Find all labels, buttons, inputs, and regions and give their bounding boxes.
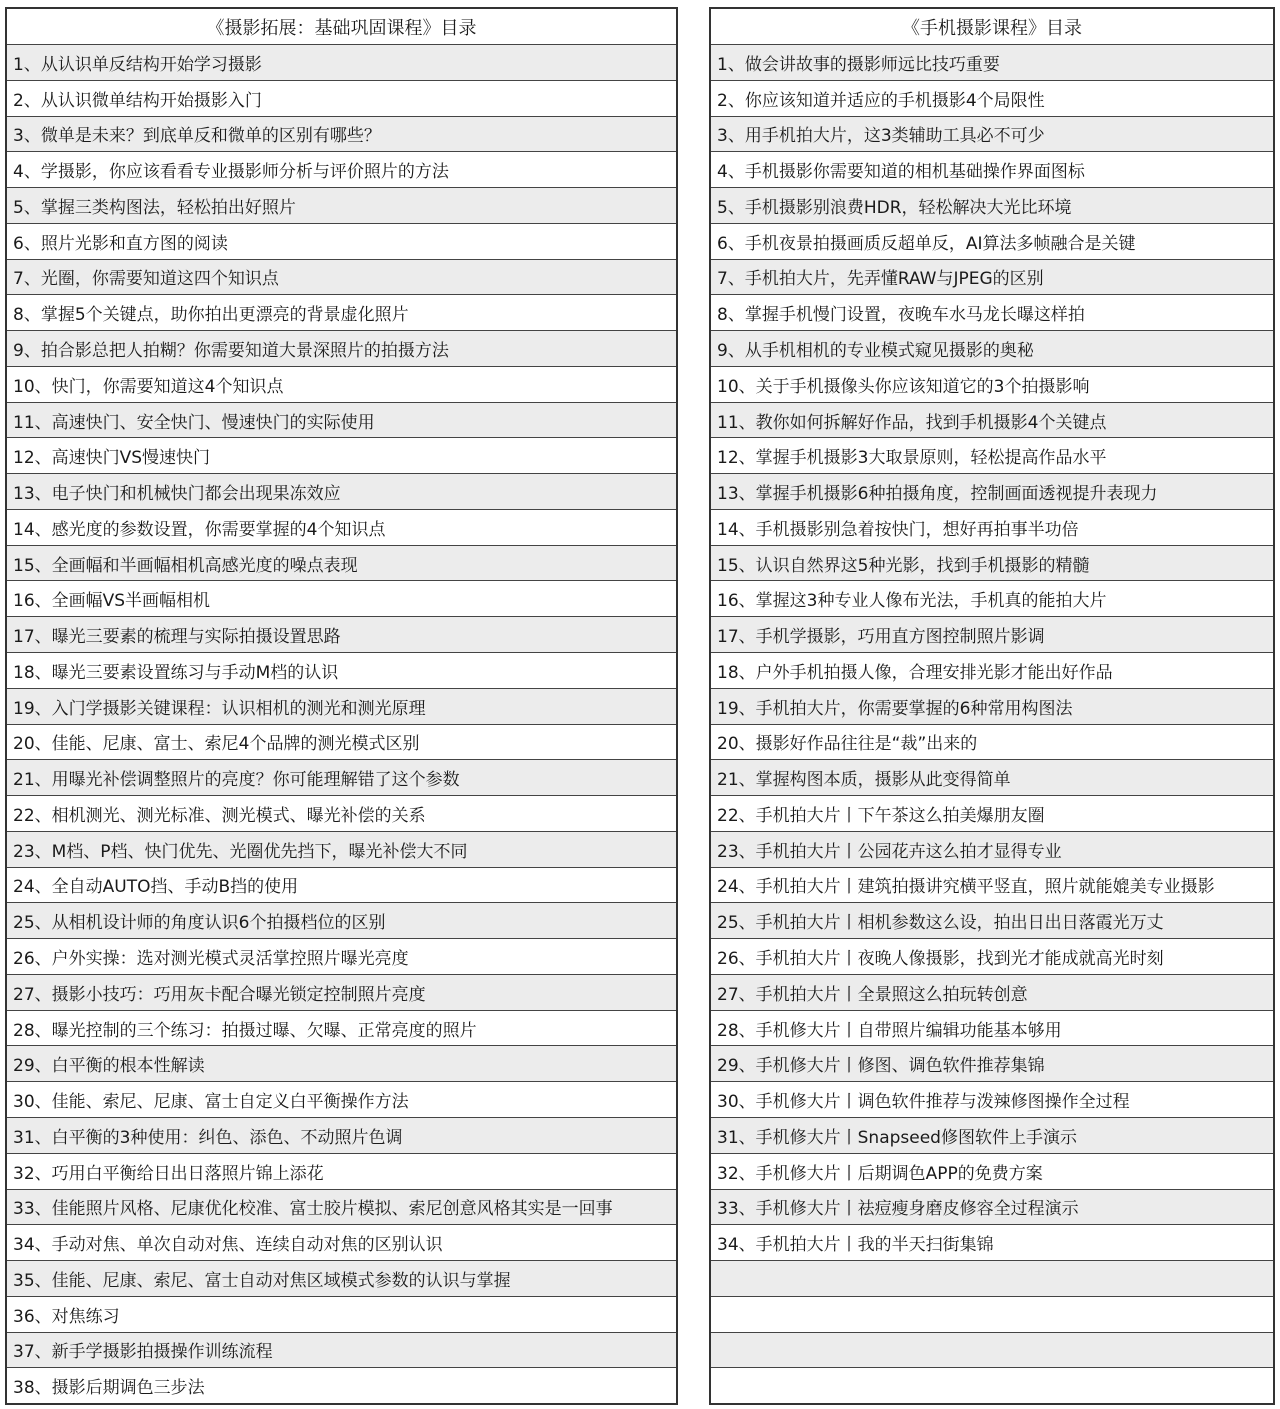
table-row: 33、佳能照片风格、尼康优化校准、富士胶片模拟、索尼创意风格其实是一回事 (7, 1190, 676, 1226)
table-row: 2、你应该知道并适应的手机摄影4个局限性 (711, 81, 1273, 117)
table-row: 9、从手机相机的专业模式窥见摄影的奥秘 (711, 331, 1273, 367)
table-row: 29、白平衡的根本性解读 (7, 1046, 676, 1082)
table-row: 27、摄影小技巧：巧用灰卡配合曝光锁定控制照片亮度 (7, 975, 676, 1011)
right-table-rows (711, 45, 1273, 1403)
table-row: 6、照片光影和直方图的阅读 (7, 224, 676, 260)
table-row: 6、手机夜景拍摄画质反超单反，AI算法多帧融合是关键 (711, 224, 1273, 260)
table-row: 2、从认识微单结构开始摄影入门 (7, 81, 676, 117)
table-row: 20、佳能、尼康、富士、索尼4个品牌的测光模式区别 (7, 725, 676, 761)
table-row: 31、手机修大片丨Snapseed修图软件上手演示 (711, 1118, 1273, 1154)
table-row: 15、认识自然界这5种光影，找到手机摄影的精髓 (711, 546, 1273, 582)
table-row: 19、入门学摄影关键课程：认识相机的测光和测光原理 (7, 689, 676, 725)
right-table-title: 《手机摄影课程》目录 (711, 9, 1273, 45)
table-row: 12、掌握手机摄影3大取景原则，轻松提高作品水平 (711, 438, 1273, 474)
table-row: 18、户外手机拍摄人像，合理安排光影才能出好作品 (711, 653, 1273, 689)
table-row: 27、手机拍大片丨全景照这么拍玩转创意 (711, 975, 1273, 1011)
table-row: 26、手机拍大片丨夜晚人像摄影，找到光才能成就高光时刻 (711, 939, 1273, 975)
table-row: 8、掌握手机慢门设置，夜晚车水马龙长曝这样拍 (711, 295, 1273, 331)
table-row: 31、白平衡的3种使用：纠色、添色、不动照片色调 (7, 1118, 676, 1154)
table-row: 20、摄影好作品往往是“裁”出来的 (711, 725, 1273, 761)
table-row: 23、手机拍大片丨公园花卉这么拍才显得专业 (711, 832, 1273, 868)
right-course-table (709, 7, 1275, 1405)
table-row: 16、掌握这3种专业人像布光法，手机真的能拍大片 (711, 581, 1273, 617)
table-row: 17、手机学摄影，巧用直方图控制照片影调 (711, 617, 1273, 653)
table-row: 3、微单是未来？到底单反和微单的区别有哪些？ (7, 117, 676, 153)
left-table-rows (7, 45, 676, 1403)
table-row: 22、相机测光、测光标准、测光模式、曝光补偿的关系 (7, 796, 676, 832)
left-course-table (5, 7, 678, 1405)
table-row: 35、佳能、尼康、索尼、富士自动对焦区域模式参数的认识与掌握 (7, 1261, 676, 1297)
table-row: 4、学摄影，你应该看看专业摄影师分析与评价照片的方法 (7, 152, 676, 188)
table-row: 21、掌握构图本质，摄影从此变得简单 (711, 760, 1273, 796)
table-row: 24、全自动AUTO挡、手动B挡的使用 (7, 868, 676, 904)
table-row: 30、手机修大片丨调色软件推荐与泼辣修图操作全过程 (711, 1082, 1273, 1118)
table-row: 10、快门，你需要知道这4个知识点 (7, 367, 676, 403)
table-row: 11、高速快门、安全快门、慢速快门的实际使用 (7, 403, 676, 439)
table-row: 32、巧用白平衡给日出日落照片锦上添花 (7, 1154, 676, 1190)
left-table-title: 《摄影拓展：基础巩固课程》目录 (7, 9, 676, 45)
table-row: 29、手机修大片丨修图、调色软件推荐集锦 (711, 1046, 1273, 1082)
table-row: 34、手机拍大片丨我的半天扫街集锦 (711, 1225, 1273, 1261)
table-row: 4、手机摄影你需要知道的相机基础操作界面图标 (711, 152, 1273, 188)
table-row (711, 1333, 1273, 1369)
table-row: 16、全画幅VS半画幅相机 (7, 581, 676, 617)
table-row: 33、手机修大片丨祛痘瘦身磨皮修容全过程演示 (711, 1190, 1273, 1226)
table-row: 34、手动对焦、单次自动对焦、连续自动对焦的区别认识 (7, 1225, 676, 1261)
table-row (711, 1297, 1273, 1333)
table-row: 36、对焦练习 (7, 1297, 676, 1333)
table-row: 25、手机拍大片丨相机参数这么设，拍出日出日落霞光万丈 (711, 903, 1273, 939)
table-row: 19、手机拍大片，你需要掌握的6种常用构图法 (711, 689, 1273, 725)
table-row: 30、佳能、索尼、尼康、富士自定义白平衡操作方法 (7, 1082, 676, 1118)
table-row: 22、手机拍大片丨下午茶这么拍美爆朋友圈 (711, 796, 1273, 832)
table-row: 32、手机修大片丨后期调色APP的免费方案 (711, 1154, 1273, 1190)
table-row: 3、用手机拍大片，这3类辅助工具必不可少 (711, 117, 1273, 153)
table-row: 28、手机修大片丨自带照片编辑功能基本够用 (711, 1011, 1273, 1047)
table-row: 14、感光度的参数设置，你需要掌握的4个知识点 (7, 510, 676, 546)
table-row: 24、手机拍大片丨建筑拍摄讲究横平竖直，照片就能媲美专业摄影 (711, 868, 1273, 904)
table-row: 17、曝光三要素的梳理与实际拍摄设置思路 (7, 617, 676, 653)
table-row: 5、掌握三类构图法，轻松拍出好照片 (7, 188, 676, 224)
table-row (711, 1261, 1273, 1297)
table-row: 14、手机摄影别急着按快门，想好再拍事半功倍 (711, 510, 1273, 546)
table-row: 9、拍合影总把人拍糊？你需要知道大景深照片的拍摄方法 (7, 331, 676, 367)
table-row: 7、光圈，你需要知道这四个知识点 (7, 260, 676, 296)
table-row: 12、高速快门VS慢速快门 (7, 438, 676, 474)
table-row: 10、关于手机摄像头你应该知道它的3个拍摄影响 (711, 367, 1273, 403)
table-row (711, 1368, 1273, 1403)
table-row: 1、做会讲故事的摄影师远比技巧重要 (711, 45, 1273, 81)
table-row: 37、新手学摄影拍摄操作训练流程 (7, 1333, 676, 1369)
table-row: 13、电子快门和机械快门都会出现果冻效应 (7, 474, 676, 510)
table-row: 38、摄影后期调色三步法 (13, 1378, 205, 1399)
table-row: 8、掌握5个关键点，助你拍出更漂亮的背景虚化照片 (7, 295, 676, 331)
table-row: 25、从相机设计师的角度认识6个拍摄档位的区别 (7, 903, 676, 939)
table-row: 1、从认识单反结构开始学习摄影 (7, 45, 676, 81)
table-row: 11、教你如何拆解好作品，找到手机摄影4个关键点 (711, 403, 1273, 439)
table-row: 23、M档、P档、快门优先、光圈优先挡下，曝光补偿大不同 (7, 832, 676, 868)
table-row: 26、户外实操：选对测光模式灵活掌控照片曝光亮度 (7, 939, 676, 975)
table-row: 5、手机摄影别浪费HDR，轻松解决大光比环境 (711, 188, 1273, 224)
table-row: 21、用曝光补偿调整照片的亮度？你可能理解错了这个参数 (7, 760, 676, 796)
table-row: 28、曝光控制的三个练习：拍摄过曝、欠曝、正常亮度的照片 (7, 1011, 676, 1047)
table-row: 7、手机拍大片，先弄懂RAW与JPEG的区别 (711, 260, 1273, 296)
table-row: 18、曝光三要素设置练习与手动M档的认识 (7, 653, 676, 689)
table-row: 15、全画幅和半画幅相机高感光度的噪点表现 (7, 546, 676, 582)
table-row: 13、掌握手机摄影6种拍摄角度，控制画面透视提升表现力 (711, 474, 1273, 510)
